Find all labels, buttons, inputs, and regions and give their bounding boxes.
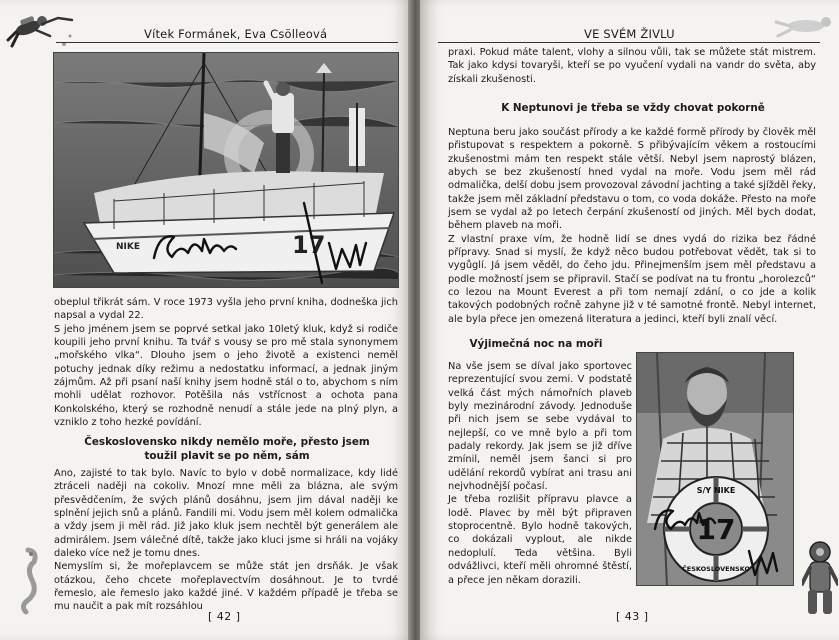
boat-label: NIKE — [116, 242, 141, 252]
right-body-text-3 — [448, 360, 632, 587]
lifebuoy-country: ČESKOSLOVENSKO — [682, 565, 750, 573]
right-body-text-2 — [448, 126, 816, 326]
right-body-text — [448, 46, 816, 86]
page-number: [ 43 ] — [616, 610, 649, 623]
sailor-portrait-image — [637, 353, 794, 586]
sailboat-photo — [53, 52, 399, 288]
page-header: Vítek Formánek, Eva Csölleová — [144, 27, 328, 41]
section-heading: K Neptunovi je třeba se vždy chovat pokorně — [501, 102, 765, 114]
section-heading: Československo nikdy nemělo moře, přesto jsem toužil plavit se po něm, sám — [84, 436, 370, 462]
sailor-portrait-photo — [636, 352, 794, 586]
section-heading: Výjimečná noc na moři — [469, 338, 603, 350]
page-header: VE SVÉM ŽIVLU — [584, 27, 675, 41]
header-rule — [438, 42, 820, 43]
left-page — [0, 0, 412, 640]
sailboat-photo-image — [54, 53, 399, 288]
paragraph: Neptuna beru jako součást přírody a ke každé formě přírody by člověk měl přistupovat s respektem a pokorně. S přibývajícím věkem a rostoucími zkušenostmi mám ten respekt stále větší. Nebyl jsem naprostý blázen, abych se bez zkušeností hned vydal na moře. Vodu jsem měl rád odmalička, delší dobu jsem provozoval závodní jachting a také sjížděl řeky, takže jsem měl základní představu o tom, co voda dokáže. Přesto na moře jsem se vydal až po letech čerpání zkušeností od jiných. Měl bych dodat, během plaveb na moři. — [448, 127, 816, 232]
paragraph: Na vše jsem se díval jako sportovec reprezentující svou zemi. V podstatě velká část mých námořních plaveb byly mezinárodní závody. Jednoduše při nich jsem se sebe vydával to nejlepší, co ve mně bylo a při tom padaly rekordy. Jak jsem se již dříve zmínil, neměl jsem šanci si pro udělání rekordů vybírat ani trasu ani nejvhodnější počasí. — [448, 361, 632, 493]
sail-number: 17 — [292, 231, 326, 259]
diver-illustration-icon — [6, 6, 76, 54]
paragraph: Z vlastní praxe vím, že hodně lidí se dnes vydá do rizika bez řádné přípravy. Snad si myslí, že když něco budou potřebovat vědět, tak si to vygůglí. Já jsem věděl, do čeho jdu. Přinejmenším jsem měl představu a podle možností jsem se připravil. Stačí se podívat na tu frontu „horolezců“ co lezou na Mount Everest a při tom nemají zdání, o co jde a kolik takových podobných ročně zahyne již v té samotné frontě. Nebyl internet, ale byla přece jen omezená literatura a jedinci, kteří byli znalí věcí. — [448, 233, 816, 325]
paragraph: obeplul třikrát sám. V roce 1973 vyšla jeho první kniha, dodneška jich napsal a vydal 22. — [54, 297, 398, 322]
lifebuoy-number: 17 — [696, 513, 736, 546]
paragraph: Ano, zajisté to tak bylo. Navíc to bylo v době normalizace, kdy lidé ztráceli naději na cokoliv. Mnozí mne měli za blázna, ale svým přesvědčením, že svých plánů dosáhnu, jsem jim dával naději ke splnění jejich snů a plánů. Fandili mi. Vodu jsem měl kolem odmalička a vždy jsem ji měl rád. Již jako kluk jsem nechtěl být generálem ale admirálem. Jsem válečné dítě, takže jako kluci jsme si hráli na vojáky daleko více než je tomu dnes. — [54, 468, 398, 560]
left-body-text-2 — [54, 467, 398, 614]
right-page — [420, 0, 839, 640]
paragraph: Je třeba rozlišit přípravu plavce a lodě. Plavec by měl být připraven stoprocentně. Bylo hodně takových, co dokázali vyplout, ale nikde nedoplulí. Teda většina. Byli odvážlivci, kteří měli ohromné štěstí, a přece jen někam dorazili. — [448, 494, 632, 586]
swimmer-illustration-icon — [772, 6, 836, 46]
left-body-text — [54, 296, 398, 429]
paragraph: Nemyslím si, že mořeplavcem se může stát jen drsňák. Je však otázkou, čeho chcete mořeplavectvím dosáhnout. Je to tvrdé řemeslo, ale řemeslo jako každé jiné. V každém případě je třeba se mu naučit a pak mít rozsáhlou — [54, 561, 398, 613]
header-rule — [56, 42, 398, 43]
paragraph: S jeho jménem jsem se poprvé setkal jako 10letý kluk, když si rodiče koupili jeho první knihu. Ta tvář s vousy se pro mě stala synonymem „mořského vlka“. Dlouho jsem o jeho životě a existenci neměl potuchy jednak díky režimu a nedostatku informací, a jednak jiným zájmům. Až při psaní naší knihy jsem hodně stál o to, abychom s ním mohli udělat rozhovor. Potěšila nás vstřícnost a ochota pana Konkolského, který se rozhodně nenudí a stále jede na plný plyn, a vzniklo z toho hezké povídání. — [54, 323, 398, 429]
lifebuoy-name: S/Y NIKE — [696, 486, 736, 495]
deep-sea-diver-illustration-icon — [802, 540, 838, 620]
seahorse-illustration-icon — [12, 546, 44, 616]
paragraph: praxi. Pokud máte talent, vlohy a silnou vůli, tak se můžete stát mistrem. Tak jako kdysi tovaryši, kteří se po vyučení vydali na vandr do světa, aby získali zkušenosti. — [448, 47, 816, 85]
page-number: [ 42 ] — [208, 610, 241, 623]
